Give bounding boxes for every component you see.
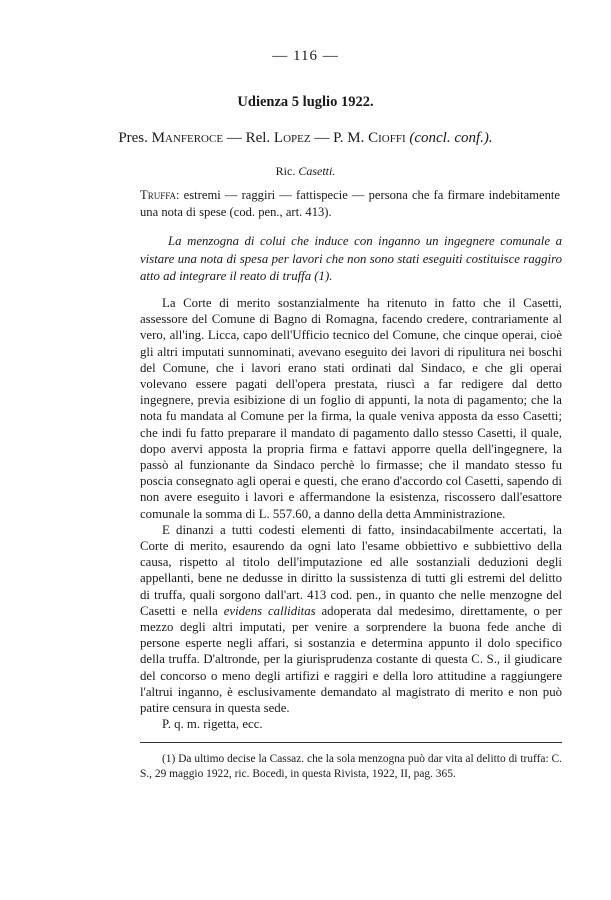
paragraph-3: P. q. m. rigetta, ecc.: [162, 717, 263, 732]
court-president: Manferoce: [151, 130, 224, 146]
paragraph-2-part-2: adoperata dal medesimo, direttamente, o per mezzo degli altri imputati, per venire a sorprendere la buona fede anche di persone esperte negli affari, si sostanzia e determina appunto il dolo specifico della truffa. D'altronde, per la giurisprudenza costante di questa C. S., il giudicare del concorso o meno degli artifizi e raggiri e della loro attitudine a raggiungere l'altrui inganno, è esclusivamente demandato al magistrato di merito e non può patire censura in questa sede.: [140, 603, 562, 716]
court-pres-label: Pres.: [118, 130, 148, 146]
footnote-text: (1) Da ultimo decise la Cassaz. che la sola menzogna può dar vita al delitto di truffa: C. S., 29 maggio 1922, ric. Bocedi, in questa Rivista, 1922, II, pag. 365.: [140, 753, 562, 780]
court-conclusion: (concl. conf.).: [409, 130, 493, 146]
paragraph-2-part-1: E dinanzi a tutti codesti elementi di fatto, insindacabilmente accertati, la Corte di merito, esaurendo da ogni lato l'esame obbiettivo e subbiettivo della causa, rispetto al titolo dell'imputazione ed alle sostanziali deduzioni degli appellanti, bene ne dedusse in diritto la sussistenza di tutti gli estremi del delitto di truffa, quali sorgono dall'art. 413 cod. pen., in quanto che nelle menzogne del Casetti e nella: [140, 522, 562, 618]
keywords-text: : estremi — raggiri — fattispecie — persona che fa firmare indebitamente una nota di spese (cod. pen., art. 413).: [140, 188, 560, 219]
court-prosecutor: Cioffi: [368, 130, 406, 146]
hearing-date: Udienza 5 luglio 1922.: [237, 94, 374, 110]
keywords-label: Truffa: [140, 188, 177, 202]
appellant: [0, 164, 611, 179]
paragraph-1: La Corte di merito sostanzialmente ha ritenuto in fatto che il Casetti, assessore del Comune di Bagno di Romagna, facendo credere, contrariamente al vero, all'ing. Licca, capo dell'Ufficio tecnico del Comune, che cinque operai, cioè gli altri imputati sunnominati, avevano eseguito dei lavori di ripulitura nei boschi del Comune, che i lavori erano stati ordinati dal Sindaco, e che gli operai volevano essere pagati dell'opera prestata, riuscì a far redigere dal detto ingegnere, previa esibizione di un foglio di appunti, la nota di pagamento; che la nota fu mandata al Comune per la firma, la quale veniva apposta da esso Casetti; che indi fu fatto preparare il mandato di pagamento dallo stesso Casetti, il quale, dopo avervi apposta la propria firma e fattavi apporre quella dell'ingegnere, la passò al funzionante da Sindaco perchè lo firmasse; che il mandato stesso fu poscia consegnato agli operai e questi, che erano d'accordo col Casetti, sapendo di non avere eseguito i lavori e affermandone la esistenza, riscossero dall'esattore comunale la somma di L. 557.60, a danno della detta Amministrazione.: [140, 296, 562, 521]
court-rapporteur: Lopez: [273, 130, 311, 146]
ric-label: Ric.: [275, 164, 296, 178]
paragraph-2: [140, 522, 562, 716]
legal-maxim: La menzogna di colui che induce con inganno un ingegnere comunale a vistare una nota di spesa per lavori che non sono stati eseguiti costituisce raggiro atto ad integrare il reato di truffa (1).: [140, 234, 562, 283]
judgment-body: [140, 295, 562, 732]
ric-name: Casetti.: [298, 164, 336, 178]
footnote: [140, 752, 562, 782]
court-pm-label: — P. M.: [314, 130, 365, 146]
court-composition: [0, 130, 611, 147]
paragraph-2-latin: evidens calliditas: [223, 603, 316, 618]
page-number: — 116 —: [272, 48, 339, 64]
court-rel-label: — Rel.: [226, 130, 271, 146]
footnote-divider: [140, 742, 562, 743]
case-keywords: [140, 187, 560, 221]
